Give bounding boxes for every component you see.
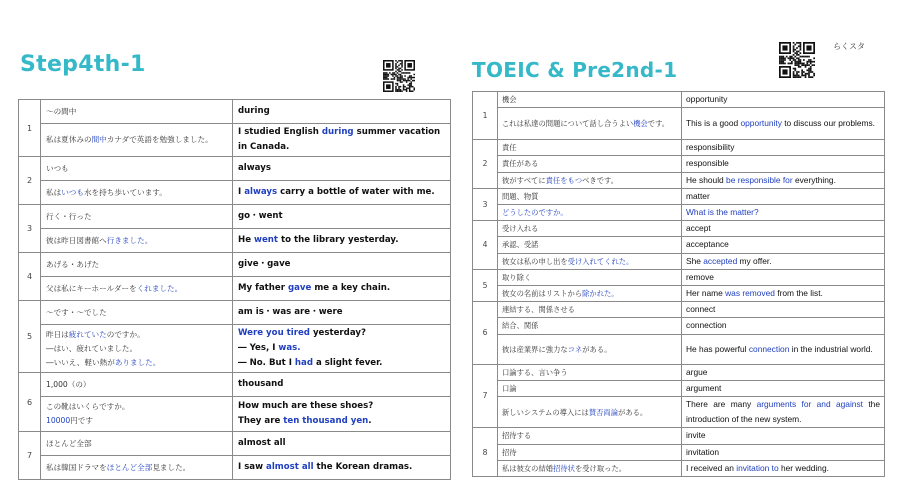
japanese-cell — [41, 397, 233, 432]
text-segment: 父は私にキーホールダーを — [46, 283, 137, 293]
worksheet-title-toeic: TOEIC & Pre2nd-1 — [472, 58, 678, 82]
text-segment: あげる・あげた — [46, 259, 100, 269]
text-segment: This is a good — [686, 118, 741, 129]
japanese-cell — [498, 172, 682, 188]
text-segment: thousand — [238, 379, 284, 389]
entry-number: 1 — [19, 100, 41, 157]
highlighted-text: 機会 — [633, 119, 648, 129]
text-segment: この靴はいくらですか。 — [46, 402, 130, 411]
qr-code-icon — [383, 60, 415, 92]
english-cell — [233, 325, 451, 373]
english-cell — [233, 432, 451, 456]
japanese-cell — [498, 318, 682, 334]
text-segment: 見ました。 — [152, 462, 191, 472]
text-segment: He has powerful — [686, 343, 749, 354]
highlighted-text: 受け入れてくれた。 — [567, 256, 634, 266]
english-cell — [233, 301, 451, 325]
text-segment: 責任がある — [502, 159, 539, 169]
english-cell — [682, 221, 885, 237]
japanese-cell — [41, 432, 233, 456]
text-segment: がある。 — [582, 344, 612, 354]
japanese-cell — [498, 364, 682, 380]
english-cell — [682, 428, 885, 444]
entry-number: 8 — [473, 428, 498, 477]
english-cell — [682, 397, 885, 428]
text-segment: 受け入れる — [502, 224, 539, 234]
text-segment: I studied English — [238, 127, 322, 137]
text-segment: 責任 — [502, 143, 517, 153]
text-segment: 彼女の名前はリストから — [502, 289, 583, 299]
english-cell — [682, 205, 885, 221]
table-row — [19, 100, 451, 124]
japanese-cell — [498, 286, 682, 302]
highlighted-text: Were you tired — [238, 328, 310, 338]
table-row — [473, 286, 885, 302]
text-segment: 機会 — [502, 95, 517, 104]
japanese-cell — [498, 334, 682, 364]
english-cell — [682, 364, 885, 380]
table-row — [473, 397, 885, 428]
text-segment: responsibility — [686, 142, 735, 153]
english-cell — [233, 181, 451, 205]
japanese-cell — [498, 188, 682, 204]
japanese-cell — [498, 428, 682, 444]
text-segment: 結合、関係 — [502, 321, 539, 331]
japanese-cell — [498, 205, 682, 221]
vocab-table-toeic — [472, 91, 885, 477]
english-cell — [682, 286, 885, 302]
text-segment: Her name — [686, 288, 726, 299]
highlighted-text: opportunity — [740, 118, 782, 129]
table-row — [473, 92, 885, 108]
text-segment: in the industrial world. — [789, 343, 873, 354]
text-segment: 彼がすべてに — [502, 175, 546, 185]
english-cell — [682, 188, 885, 204]
english-cell — [233, 373, 451, 397]
japanese-cell — [41, 301, 233, 325]
vocab-table-step4th — [18, 99, 451, 480]
table-row — [19, 205, 451, 229]
text-segment: 招待する — [502, 431, 532, 441]
japanese-cell — [41, 229, 233, 253]
japanese-cell — [498, 302, 682, 318]
table-row — [19, 277, 451, 301]
text-segment: always — [238, 163, 271, 173]
text-segment: 私は韓国ドラマを — [46, 462, 107, 472]
table-row — [473, 380, 885, 396]
table-row — [473, 108, 885, 140]
japanese-cell — [41, 205, 233, 229]
text-segment: ― Yes, I — [238, 343, 279, 353]
text-segment: 私は彼女の結婚 — [502, 463, 554, 473]
highlighted-text: コネ — [567, 344, 583, 354]
english-cell — [682, 108, 885, 140]
text-segment: I received an — [686, 462, 737, 473]
text-segment: My father — [238, 283, 288, 293]
japanese-cell — [41, 100, 233, 124]
text-segment: ～の間中 — [46, 106, 77, 116]
english-cell — [682, 172, 885, 188]
text-segment: carry a bottle of water with me. — [277, 187, 435, 197]
text-segment: 私は — [46, 187, 62, 197]
highlighted-text: 招待状 — [553, 463, 575, 473]
text-segment: He — [238, 235, 255, 245]
entry-number: 7 — [19, 432, 41, 480]
text-segment: argument — [686, 382, 722, 393]
highlighted-text: was removed — [725, 288, 775, 299]
highlighted-text: 疲れていた — [68, 329, 107, 339]
english-cell — [682, 156, 885, 172]
highlighted-text: was. — [278, 343, 301, 353]
text-segment: 取り除く — [502, 272, 532, 282]
table-row — [473, 156, 885, 172]
highlighted-text: 責任をもつ — [545, 175, 583, 185]
japanese-cell — [498, 253, 682, 269]
highlighted-text: いつも — [61, 187, 84, 197]
highlighted-text: くれました。 — [136, 283, 183, 293]
english-cell — [233, 277, 451, 301]
text-segment: yesterday? — [309, 328, 366, 338]
text-segment: to the library yesterday. — [278, 235, 399, 245]
english-cell — [682, 140, 885, 156]
highlighted-text: always — [244, 187, 278, 197]
japanese-cell — [498, 397, 682, 428]
english-cell — [682, 92, 885, 108]
japanese-cell — [498, 237, 682, 253]
text-segment: です。 — [647, 119, 670, 129]
text-segment: my offer. — [737, 255, 772, 266]
highlighted-text: accepted — [703, 255, 738, 266]
highlighted-text: almost all — [266, 462, 314, 472]
table-row — [19, 325, 451, 373]
table-row — [473, 318, 885, 334]
table-row — [473, 364, 885, 380]
text-segment: 1,000（の） — [46, 379, 91, 389]
text-segment: matter — [686, 190, 710, 201]
table-row — [19, 124, 451, 157]
japanese-cell — [498, 140, 682, 156]
text-segment: to discuss our problems. — [781, 118, 876, 129]
text-segment: 彼女は私の申し出を — [502, 256, 568, 266]
highlighted-text: invitation to — [736, 462, 779, 473]
table-row — [473, 237, 885, 253]
japanese-cell — [41, 181, 233, 205]
table-row — [473, 302, 885, 318]
text-segment: responsible — [686, 158, 729, 169]
text-segment: invite — [686, 430, 706, 441]
japanese-cell — [41, 157, 233, 181]
text-segment: 私は夏休みの — [46, 135, 92, 144]
highlighted-text: went — [254, 235, 279, 245]
highlighted-text: be responsible for — [726, 174, 793, 185]
japanese-cell — [498, 221, 682, 237]
english-cell — [233, 157, 451, 181]
table-row — [473, 221, 885, 237]
table-row — [473, 269, 885, 285]
table-row — [19, 181, 451, 205]
highlighted-text: connection — [748, 343, 790, 354]
text-segment: 彼は産業界に強力な — [502, 344, 568, 354]
entry-number: 6 — [19, 373, 41, 432]
highlighted-text: during — [321, 127, 354, 137]
text-segment: 承認、受諾 — [502, 240, 539, 250]
text-segment: invitation — [686, 446, 720, 457]
text-segment: ―はい、疲れていました。 — [46, 343, 138, 353]
text-segment: ―いいえ、軽い熱が — [46, 357, 115, 367]
text-segment: argue — [686, 366, 708, 377]
text-segment: これは私達の問題について話し合うよい — [502, 119, 634, 129]
japanese-cell — [41, 277, 233, 301]
english-cell — [682, 302, 885, 318]
entry-number: 6 — [473, 302, 498, 364]
entry-number: 3 — [473, 188, 498, 220]
entry-number: 3 — [19, 205, 41, 253]
text-segment: ほとんど全部 — [46, 438, 92, 448]
text-segment: He should — [686, 174, 727, 185]
text-segment: I saw — [238, 462, 267, 472]
text-segment: 口論 — [502, 383, 517, 393]
highlighted-text: ほとんど全部 — [106, 462, 153, 472]
text-segment: She — [686, 255, 704, 266]
text-segment: 問題、物質 — [502, 191, 539, 201]
english-cell — [233, 456, 451, 480]
japanese-cell — [498, 460, 682, 476]
text-segment: I — [238, 187, 245, 197]
japanese-cell — [498, 380, 682, 396]
highlighted-text: どうしたのですか。 — [502, 208, 568, 218]
english-cell — [233, 205, 451, 229]
english-cell — [682, 318, 885, 334]
entry-number: 4 — [473, 221, 498, 270]
japanese-cell — [498, 156, 682, 172]
text-segment: 口論する、言い争う — [502, 367, 568, 377]
text-segment: accept — [686, 223, 711, 234]
text-segment: go・went — [238, 211, 283, 221]
english-cell — [682, 269, 885, 285]
text-segment: 水を持ち歩いています。 — [83, 187, 167, 197]
table-row — [19, 432, 451, 456]
japanese-cell — [41, 373, 233, 397]
text-segment: the introduction of the new system. — [686, 399, 880, 425]
highlighted-text: gave — [287, 283, 312, 293]
highlighted-text: 10000 — [46, 416, 71, 425]
text-segment: everything. — [792, 174, 836, 185]
highlighted-text: 間中 — [91, 135, 107, 144]
text-segment: . — [368, 416, 372, 426]
table-row — [473, 460, 885, 476]
english-cell — [233, 124, 451, 157]
japanese-cell — [498, 108, 682, 140]
text-segment: a slight fever. — [312, 358, 383, 368]
text-segment: ― No. But I — [238, 358, 295, 368]
english-cell — [682, 444, 885, 460]
highlighted-text: had — [294, 358, 313, 368]
english-cell — [682, 253, 885, 269]
table-row — [473, 444, 885, 460]
table-row — [473, 253, 885, 269]
table-row — [19, 456, 451, 480]
text-segment: almost all — [238, 438, 286, 448]
highlighted-text: What is the matter? — [686, 207, 759, 218]
text-segment: 昨日は — [46, 329, 69, 339]
text-segment: How much are these shoes? — [238, 401, 374, 411]
highlighted-text: ありました。 — [114, 357, 161, 367]
entry-number: 1 — [473, 92, 498, 140]
english-cell — [682, 460, 885, 476]
table-row — [473, 140, 885, 156]
english-cell — [682, 237, 885, 253]
text-segment: 新しいシステムの導入には — [502, 407, 589, 417]
text-segment: 行く・行った — [46, 211, 92, 221]
japanese-cell — [498, 269, 682, 285]
entry-number: 2 — [19, 157, 41, 205]
entry-number: 7 — [473, 364, 498, 428]
text-segment: acceptance — [686, 239, 729, 250]
table-row — [473, 428, 885, 444]
text-segment: を受け取った。 — [574, 463, 627, 473]
text-segment: 招待 — [502, 447, 517, 457]
text-segment: 円です — [70, 416, 93, 425]
highlighted-text: ten thousand yen — [283, 416, 369, 426]
text-segment: from the list. — [774, 288, 823, 299]
text-segment: のですか。 — [106, 329, 145, 339]
text-segment: during — [238, 106, 270, 116]
table-row — [19, 397, 451, 432]
japanese-cell — [41, 456, 233, 480]
text-segment: 彼は昨日図書館へ — [46, 235, 107, 245]
text-segment: ～です・～でした — [46, 307, 107, 317]
entry-number: 5 — [473, 269, 498, 301]
text-segment: her wedding. — [778, 462, 829, 473]
text-segment: remove — [686, 271, 714, 282]
text-segment: connect — [686, 304, 716, 315]
japanese-cell — [41, 124, 233, 157]
english-cell — [233, 253, 451, 277]
worksheet-title-step4th: Step4th-1 — [20, 52, 146, 77]
entry-number: 5 — [19, 301, 41, 373]
text-segment: カナダで英語を勉強しました。 — [106, 135, 213, 144]
table-row — [473, 172, 885, 188]
japanese-cell — [498, 92, 682, 108]
table-row — [19, 229, 451, 253]
table-row — [19, 253, 451, 277]
text-segment: opportunity — [686, 94, 728, 104]
english-cell — [233, 397, 451, 432]
english-cell — [233, 100, 451, 124]
entry-number: 2 — [473, 140, 498, 189]
text-segment: べきです。 — [582, 175, 619, 185]
english-cell — [682, 334, 885, 364]
text-segment: are・were — [291, 307, 343, 317]
text-segment: connection — [686, 320, 727, 331]
table-row — [473, 188, 885, 204]
highlighted-text: 除かれた。 — [582, 289, 619, 299]
english-cell — [682, 380, 885, 396]
text-segment: They are — [238, 416, 284, 426]
table-row — [473, 334, 885, 364]
text-segment: There are many — [686, 399, 757, 410]
text-segment: me a key chain. — [311, 283, 391, 293]
japanese-cell — [498, 444, 682, 460]
text-segment: がある。 — [618, 407, 648, 417]
qr-code-icon — [779, 42, 815, 78]
japanese-cell — [41, 253, 233, 277]
highlighted-text: 行きました。 — [106, 235, 153, 245]
table-row — [19, 301, 451, 325]
brand-label: らくスタ — [833, 42, 865, 51]
japanese-cell — [41, 325, 233, 373]
highlighted-text: 賛否両論 — [588, 407, 619, 417]
text-segment: 連結する、関係させる — [502, 305, 575, 315]
entry-number: 4 — [19, 253, 41, 301]
text-segment: summer vacation in Canada. — [238, 127, 441, 152]
text-segment: いつも — [46, 163, 69, 173]
table-row — [473, 205, 885, 221]
highlighted-text: arguments for and against — [756, 399, 863, 410]
table-row — [19, 373, 451, 397]
text-segment: give・gave — [238, 259, 291, 269]
text-segment: the Korean dramas. — [313, 462, 413, 472]
table-row — [19, 157, 451, 181]
english-cell — [233, 229, 451, 253]
text-segment: am is・was — [238, 307, 292, 317]
